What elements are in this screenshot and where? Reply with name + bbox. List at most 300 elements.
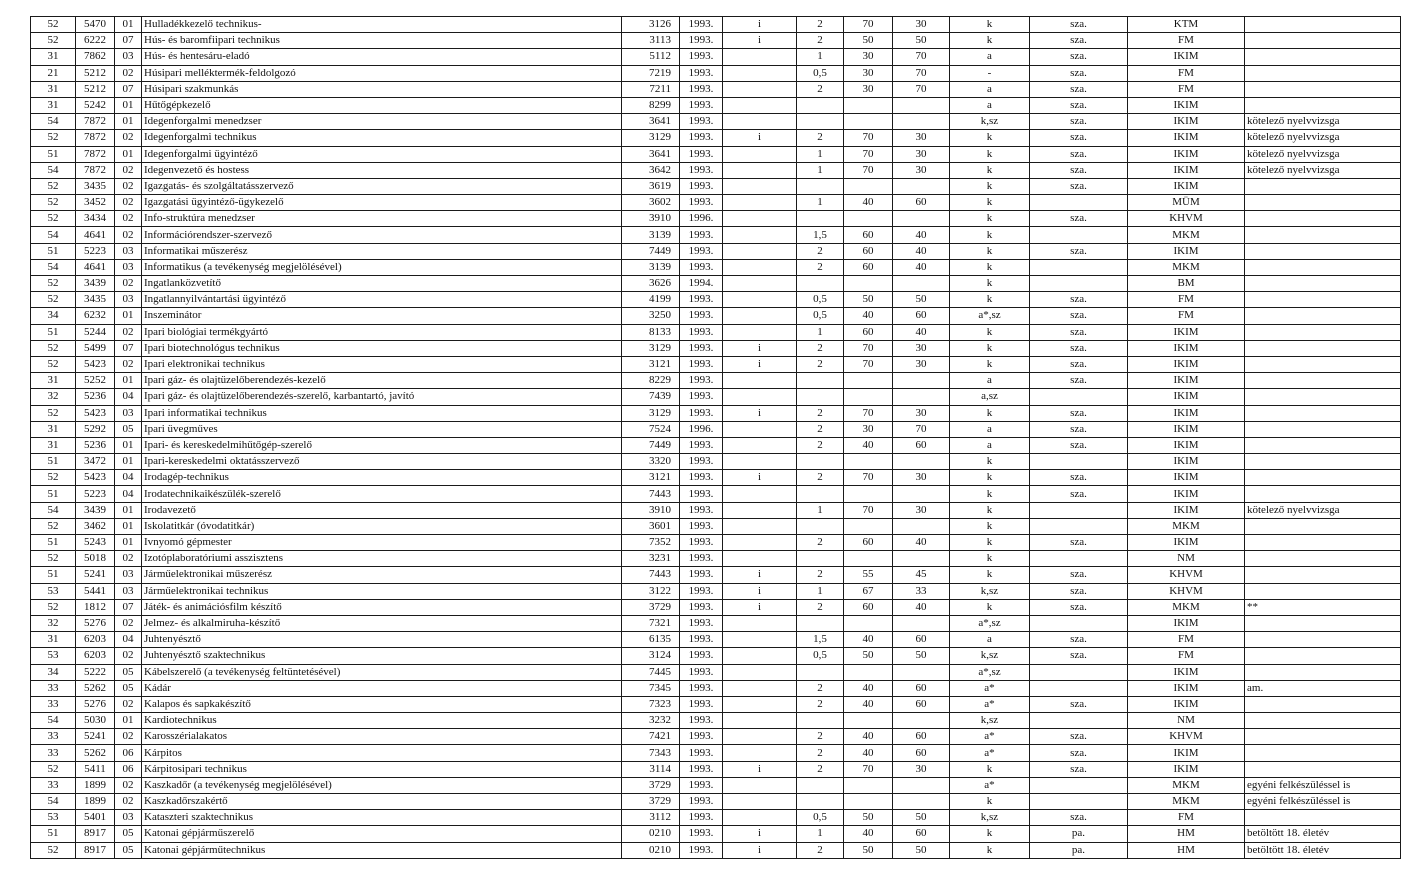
type-cell: k	[950, 146, 1030, 162]
ministry-cell: IKIM	[1128, 664, 1245, 680]
sub-code-cell: 01	[115, 17, 142, 33]
feor-cell: 3112	[622, 810, 680, 826]
form-cell: sza.	[1030, 599, 1128, 615]
theory-cell	[844, 551, 893, 567]
duration-cell: 1,5	[797, 227, 844, 243]
code-cell: 5441	[76, 583, 115, 599]
flag-cell: i	[723, 17, 797, 33]
note-cell: betöltött 18. életév	[1245, 826, 1401, 842]
type-cell: k	[950, 324, 1030, 340]
level-cell: 51	[31, 486, 76, 502]
level-cell: 52	[31, 470, 76, 486]
form-cell: sza.	[1030, 324, 1128, 340]
type-cell: k	[950, 227, 1030, 243]
form-cell: pa.	[1030, 826, 1128, 842]
sub-code-cell: 02	[115, 615, 142, 631]
sub-code-cell: 04	[115, 470, 142, 486]
code-cell: 5236	[76, 437, 115, 453]
form-cell: sza.	[1030, 308, 1128, 324]
name-cell: Húsipari szakmunkás	[142, 81, 622, 97]
name-cell: Ipari gáz- és olajtüzelőberendezés-szerelő, karbantartó, javító	[142, 389, 622, 405]
practice-cell	[893, 454, 950, 470]
name-cell: Idegenforgalmi ügyintéző	[142, 146, 622, 162]
ministry-cell: MKM	[1128, 518, 1245, 534]
note-cell	[1245, 713, 1401, 729]
note-cell	[1245, 81, 1401, 97]
duration-cell: 2	[797, 421, 844, 437]
type-cell: a*	[950, 680, 1030, 696]
duration-cell	[797, 486, 844, 502]
table-row	[31, 648, 1401, 664]
note-cell	[1245, 518, 1401, 534]
duration-cell: 0,5	[797, 292, 844, 308]
note-cell	[1245, 437, 1401, 453]
flag-cell	[723, 713, 797, 729]
form-cell	[1030, 389, 1128, 405]
table-row	[31, 373, 1401, 389]
table-row	[31, 243, 1401, 259]
code-cell: 3439	[76, 502, 115, 518]
theory-cell: 70	[844, 502, 893, 518]
practice-cell: 30	[893, 17, 950, 33]
practice-cell: 60	[893, 696, 950, 712]
note-cell	[1245, 324, 1401, 340]
theory-cell	[844, 211, 893, 227]
duration-cell	[797, 389, 844, 405]
theory-cell	[844, 664, 893, 680]
year-cell: 1993.	[680, 551, 723, 567]
flag-cell: i	[723, 470, 797, 486]
practice-cell	[893, 114, 950, 130]
practice-cell	[893, 373, 950, 389]
theory-cell	[844, 486, 893, 502]
table-row	[31, 502, 1401, 518]
theory-cell: 67	[844, 583, 893, 599]
code-cell: 5252	[76, 373, 115, 389]
note-cell: am.	[1245, 680, 1401, 696]
year-cell: 1993.	[680, 648, 723, 664]
code-cell: 5030	[76, 713, 115, 729]
code-cell: 5276	[76, 696, 115, 712]
practice-cell: 40	[893, 243, 950, 259]
theory-cell: 60	[844, 535, 893, 551]
duration-cell	[797, 373, 844, 389]
feor-cell: 3139	[622, 259, 680, 275]
code-cell: 1812	[76, 599, 115, 615]
type-cell: k,sz	[950, 713, 1030, 729]
level-cell: 54	[31, 794, 76, 810]
note-cell	[1245, 421, 1401, 437]
name-cell: Kardiotechnikus	[142, 713, 622, 729]
table-row	[31, 356, 1401, 372]
ministry-cell: IKIM	[1128, 502, 1245, 518]
name-cell: Irodavezető	[142, 502, 622, 518]
feor-cell: 3910	[622, 211, 680, 227]
level-cell: 54	[31, 162, 76, 178]
sub-code-cell: 03	[115, 259, 142, 275]
code-cell: 7872	[76, 114, 115, 130]
sub-code-cell: 04	[115, 389, 142, 405]
level-cell: 52	[31, 292, 76, 308]
sub-code-cell: 02	[115, 648, 142, 664]
note-cell	[1245, 405, 1401, 421]
name-cell: Idegenforgalmi menedzser	[142, 114, 622, 130]
year-cell: 1993.	[680, 502, 723, 518]
name-cell: Juhtenyésztő szaktechnikus	[142, 648, 622, 664]
theory-cell: 30	[844, 421, 893, 437]
theory-cell: 40	[844, 195, 893, 211]
code-cell: 5241	[76, 729, 115, 745]
table-row	[31, 146, 1401, 162]
theory-cell: 50	[844, 292, 893, 308]
form-cell: sza.	[1030, 49, 1128, 65]
ministry-cell: NM	[1128, 713, 1245, 729]
note-cell	[1245, 292, 1401, 308]
table-row	[31, 227, 1401, 243]
theory-cell: 40	[844, 680, 893, 696]
type-cell: k	[950, 470, 1030, 486]
year-cell: 1993.	[680, 729, 723, 745]
flag-cell	[723, 373, 797, 389]
sub-code-cell: 05	[115, 680, 142, 696]
flag-cell: i	[723, 842, 797, 858]
flag-cell: i	[723, 405, 797, 421]
practice-cell: 60	[893, 308, 950, 324]
sub-code-cell: 02	[115, 356, 142, 372]
theory-cell: 70	[844, 130, 893, 146]
sub-code-cell: 02	[115, 178, 142, 194]
form-cell	[1030, 713, 1128, 729]
duration-cell: 2	[797, 33, 844, 49]
note-cell	[1245, 373, 1401, 389]
flag-cell	[723, 729, 797, 745]
ministry-cell: IKIM	[1128, 405, 1245, 421]
flag-cell	[723, 324, 797, 340]
duration-cell: 2	[797, 243, 844, 259]
sub-code-cell: 01	[115, 535, 142, 551]
practice-cell: 30	[893, 146, 950, 162]
duration-cell: 2	[797, 356, 844, 372]
feor-cell: 7449	[622, 437, 680, 453]
table-row	[31, 713, 1401, 729]
name-cell: Kataszteri szaktechnikus	[142, 810, 622, 826]
sub-code-cell: 07	[115, 340, 142, 356]
practice-cell: 60	[893, 680, 950, 696]
duration-cell: 1	[797, 49, 844, 65]
year-cell: 1993.	[680, 33, 723, 49]
duration-cell	[797, 211, 844, 227]
sub-code-cell: 05	[115, 421, 142, 437]
form-cell	[1030, 664, 1128, 680]
duration-cell: 2	[797, 437, 844, 453]
name-cell: Idegenvezető és hostess	[142, 162, 622, 178]
practice-cell: 60	[893, 195, 950, 211]
duration-cell: 1	[797, 826, 844, 842]
level-cell: 52	[31, 356, 76, 372]
year-cell: 1993.	[680, 195, 723, 211]
code-cell: 5262	[76, 680, 115, 696]
flag-cell	[723, 794, 797, 810]
form-cell: sza.	[1030, 146, 1128, 162]
ministry-cell: IKIM	[1128, 146, 1245, 162]
level-cell: 51	[31, 535, 76, 551]
practice-cell: 60	[893, 826, 950, 842]
table-row	[31, 761, 1401, 777]
sub-code-cell: 03	[115, 405, 142, 421]
theory-cell: 50	[844, 842, 893, 858]
code-cell: 5223	[76, 243, 115, 259]
name-cell: Igazgatás- és szolgáltatásszervező	[142, 178, 622, 194]
year-cell: 1993.	[680, 745, 723, 761]
type-cell: a	[950, 632, 1030, 648]
feor-cell: 3139	[622, 227, 680, 243]
flag-cell	[723, 195, 797, 211]
feor-cell: 8133	[622, 324, 680, 340]
duration-cell	[797, 454, 844, 470]
feor-cell: 3641	[622, 114, 680, 130]
level-cell: 31	[31, 421, 76, 437]
name-cell: Járműelektronikai technikus	[142, 583, 622, 599]
sub-code-cell: 01	[115, 146, 142, 162]
sub-code-cell: 01	[115, 502, 142, 518]
flag-cell	[723, 810, 797, 826]
type-cell: k,sz	[950, 583, 1030, 599]
level-cell: 51	[31, 146, 76, 162]
practice-cell	[893, 664, 950, 680]
flag-cell	[723, 777, 797, 793]
theory-cell	[844, 518, 893, 534]
level-cell: 31	[31, 437, 76, 453]
table-row	[31, 680, 1401, 696]
theory-cell	[844, 794, 893, 810]
note-cell	[1245, 696, 1401, 712]
feor-cell: 7445	[622, 664, 680, 680]
name-cell: Informatikus (a tevékenység megjelölésével)	[142, 259, 622, 275]
note-cell: kötelező nyelvvizsga	[1245, 114, 1401, 130]
flag-cell	[723, 437, 797, 453]
flag-cell: i	[723, 599, 797, 615]
duration-cell: 0,5	[797, 65, 844, 81]
sub-code-cell: 02	[115, 65, 142, 81]
feor-cell: 7321	[622, 615, 680, 631]
level-cell: 32	[31, 389, 76, 405]
form-cell: sza.	[1030, 729, 1128, 745]
type-cell: a*	[950, 729, 1030, 745]
form-cell	[1030, 502, 1128, 518]
duration-cell	[797, 664, 844, 680]
name-cell: Húsipari melléktermék-feldolgozó	[142, 65, 622, 81]
type-cell: a*	[950, 696, 1030, 712]
level-cell: 53	[31, 583, 76, 599]
note-cell	[1245, 65, 1401, 81]
level-cell: 52	[31, 211, 76, 227]
practice-cell: 70	[893, 421, 950, 437]
year-cell: 1993.	[680, 810, 723, 826]
sub-code-cell: 03	[115, 292, 142, 308]
code-cell: 3435	[76, 178, 115, 194]
ministry-cell: FM	[1128, 810, 1245, 826]
feor-cell: 7439	[622, 389, 680, 405]
code-cell: 3472	[76, 454, 115, 470]
flag-cell	[723, 632, 797, 648]
practice-cell	[893, 777, 950, 793]
table-row	[31, 162, 1401, 178]
type-cell: k	[950, 551, 1030, 567]
duration-cell: 1	[797, 502, 844, 518]
duration-cell: 1,5	[797, 632, 844, 648]
name-cell: Karosszérialakatos	[142, 729, 622, 745]
table-row	[31, 810, 1401, 826]
name-cell: Ipari gáz- és olajtüzelőberendezés-kezelő	[142, 373, 622, 389]
sub-code-cell: 01	[115, 518, 142, 534]
duration-cell: 0,5	[797, 308, 844, 324]
type-cell: k	[950, 842, 1030, 858]
year-cell: 1993.	[680, 114, 723, 130]
level-cell: 52	[31, 842, 76, 858]
name-cell: Iskolatitkár (óvodatitkár)	[142, 518, 622, 534]
ministry-cell: IKIM	[1128, 761, 1245, 777]
table-row	[31, 178, 1401, 194]
note-cell	[1245, 648, 1401, 664]
feor-cell: 7443	[622, 486, 680, 502]
note-cell: betöltött 18. életév	[1245, 842, 1401, 858]
note-cell	[1245, 486, 1401, 502]
practice-cell: 40	[893, 535, 950, 551]
name-cell: Katonai gépjárműszerelő	[142, 826, 622, 842]
form-cell: sza.	[1030, 405, 1128, 421]
level-cell: 31	[31, 81, 76, 97]
year-cell: 1993.	[680, 308, 723, 324]
ministry-cell: IKIM	[1128, 421, 1245, 437]
form-cell: sza.	[1030, 470, 1128, 486]
code-cell: 3462	[76, 518, 115, 534]
flag-cell: i	[723, 356, 797, 372]
ministry-cell: KTM	[1128, 17, 1245, 33]
ministry-cell: IKIM	[1128, 470, 1245, 486]
type-cell: k	[950, 33, 1030, 49]
note-cell	[1245, 389, 1401, 405]
name-cell: Kábelszerelő (a tevékenység feltüntetésével)	[142, 664, 622, 680]
note-cell	[1245, 551, 1401, 567]
year-cell: 1993.	[680, 583, 723, 599]
note-cell	[1245, 470, 1401, 486]
practice-cell: 40	[893, 599, 950, 615]
flag-cell	[723, 696, 797, 712]
year-cell: 1993.	[680, 17, 723, 33]
note-cell	[1245, 356, 1401, 372]
ministry-cell: FM	[1128, 648, 1245, 664]
year-cell: 1993.	[680, 599, 723, 615]
table-row	[31, 615, 1401, 631]
note-cell: kötelező nyelvvizsga	[1245, 130, 1401, 146]
code-cell: 8917	[76, 826, 115, 842]
form-cell: sza.	[1030, 696, 1128, 712]
duration-cell	[797, 97, 844, 113]
form-cell: sza.	[1030, 114, 1128, 130]
feor-cell: 3232	[622, 713, 680, 729]
sub-code-cell: 04	[115, 632, 142, 648]
table-row	[31, 535, 1401, 551]
theory-cell: 40	[844, 437, 893, 453]
form-cell: sza.	[1030, 486, 1128, 502]
code-cell: 5262	[76, 745, 115, 761]
table-row	[31, 195, 1401, 211]
note-cell	[1245, 227, 1401, 243]
sub-code-cell: 01	[115, 308, 142, 324]
practice-cell	[893, 551, 950, 567]
form-cell: sza.	[1030, 65, 1128, 81]
flag-cell: i	[723, 33, 797, 49]
flag-cell: i	[723, 130, 797, 146]
ministry-cell: FM	[1128, 33, 1245, 49]
flag-cell	[723, 292, 797, 308]
theory-cell	[844, 713, 893, 729]
theory-cell	[844, 114, 893, 130]
table-row	[31, 405, 1401, 421]
type-cell: a*	[950, 777, 1030, 793]
flag-cell	[723, 551, 797, 567]
feor-cell: 3729	[622, 794, 680, 810]
type-cell: a	[950, 373, 1030, 389]
code-cell: 5243	[76, 535, 115, 551]
level-cell: 31	[31, 632, 76, 648]
theory-cell: 30	[844, 81, 893, 97]
code-cell: 8917	[76, 842, 115, 858]
type-cell: k	[950, 162, 1030, 178]
year-cell: 1993.	[680, 777, 723, 793]
practice-cell: 50	[893, 810, 950, 826]
name-cell: Ipari biotechnológus technikus	[142, 340, 622, 356]
year-cell: 1993.	[680, 794, 723, 810]
form-cell: sza.	[1030, 437, 1128, 453]
ministry-cell: HM	[1128, 826, 1245, 842]
practice-cell: 30	[893, 470, 950, 486]
table-row	[31, 33, 1401, 49]
note-cell	[1245, 810, 1401, 826]
practice-cell	[893, 518, 950, 534]
level-cell: 52	[31, 340, 76, 356]
sub-code-cell: 02	[115, 162, 142, 178]
duration-cell: 1	[797, 583, 844, 599]
theory-cell: 60	[844, 243, 893, 259]
table-row	[31, 696, 1401, 712]
level-cell: 52	[31, 599, 76, 615]
type-cell: k	[950, 502, 1030, 518]
code-cell: 5423	[76, 356, 115, 372]
duration-cell	[797, 114, 844, 130]
sub-code-cell: 05	[115, 826, 142, 842]
flag-cell	[723, 259, 797, 275]
sub-code-cell: 02	[115, 777, 142, 793]
theory-cell: 30	[844, 49, 893, 65]
sub-code-cell: 03	[115, 583, 142, 599]
year-cell: 1993.	[680, 470, 723, 486]
name-cell: Ivnyomó gépmester	[142, 535, 622, 551]
name-cell: Igazgatási ügyintéző-ügykezelő	[142, 195, 622, 211]
feor-cell: 3626	[622, 276, 680, 292]
feor-cell: 3619	[622, 178, 680, 194]
type-cell: k,sz	[950, 114, 1030, 130]
theory-cell: 40	[844, 308, 893, 324]
name-cell: Katonai gépjárműtechnikus	[142, 842, 622, 858]
ministry-cell: IKIM	[1128, 114, 1245, 130]
form-cell: sza.	[1030, 97, 1128, 113]
code-cell: 3452	[76, 195, 115, 211]
year-cell: 1993.	[680, 81, 723, 97]
feor-cell: 3113	[622, 33, 680, 49]
ministry-cell: IKIM	[1128, 486, 1245, 502]
level-cell: 31	[31, 373, 76, 389]
